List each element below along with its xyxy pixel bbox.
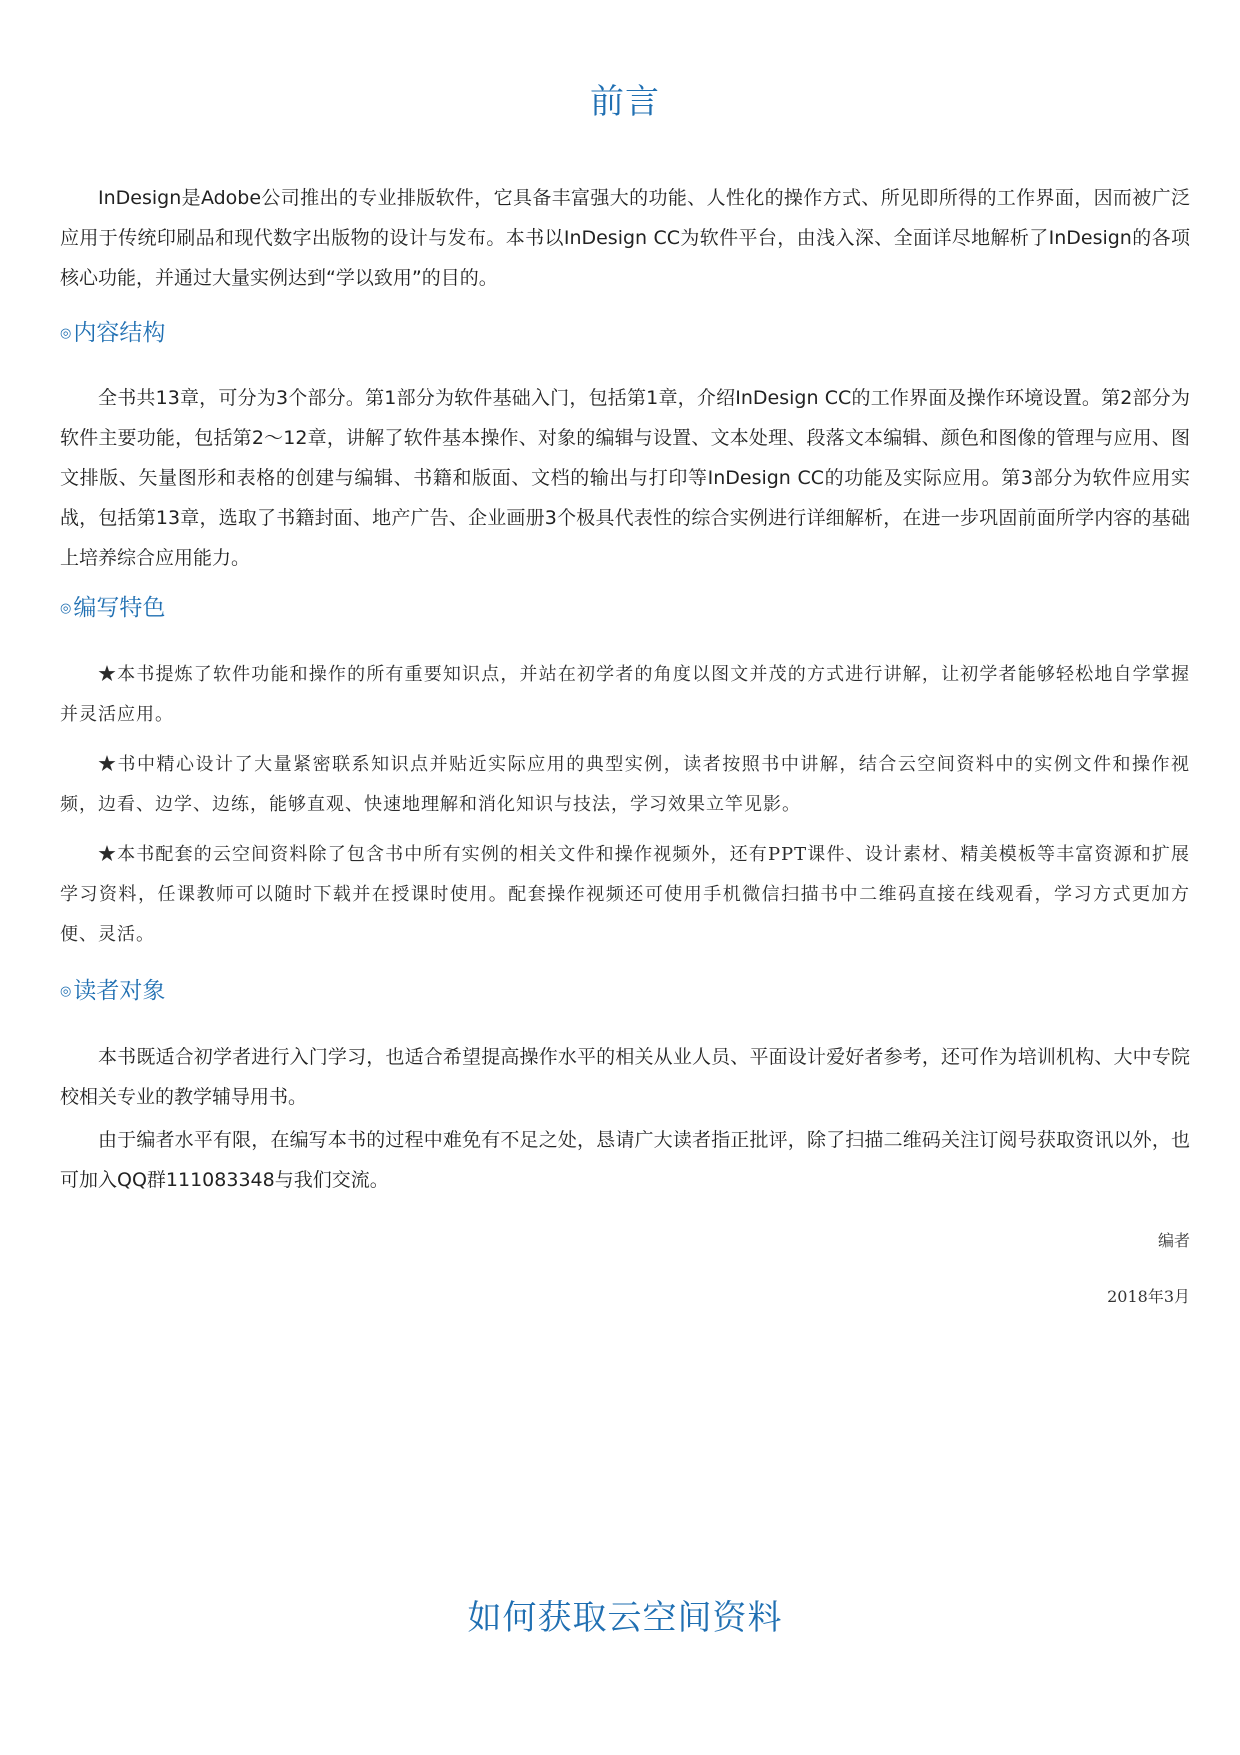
section-heading-label: 编写特色 — [73, 595, 166, 621]
bullseye-icon: ◎ — [60, 601, 72, 616]
section-heading-label: 读者对象 — [73, 978, 166, 1004]
section-heading-label: 内容结构 — [73, 320, 166, 346]
intro-paragraph: InDesign是Adobe公司推出的专业排版软件，它具备丰富强大的功能、人性化的操作方式、所见即所得的工作界面，因而被广泛应用于传统印刷品和现代数字出版物的设计与发布。本书以InDesign CC为软件平台，由浅入深、全面详尽地解析了InDesign的各项核心功能，并通过大量实例达到“学以致用”的目的。 — [60, 187, 1190, 289]
next-section-title: 如何获取云空间资料 — [467, 1598, 783, 1638]
disclaimer-paragraph: 由于编者水平有限，在编写本书的过程中难免有不足之处，恳请广大读者指正批评，除了扫描二维码关注订阅号获取资讯以外，也可加入QQ群111083348与我们交流。 — [60, 1129, 1190, 1191]
bullseye-icon: ◎ — [60, 326, 72, 341]
feature-item-3: ★本书配套的云空间资料除了包含书中所有实例的相关文件和操作视频外，还有PPT课件、设计素材、精美模板等丰富资源和扩展学习资料，任课教师可以随时下载并在授课时使用。配套操作视频还可使用手机微信扫描书中二维码直接在线观看，学习方式更加方便、灵活。 — [60, 844, 1190, 945]
author-signature: 编者 — [1157, 1231, 1190, 1250]
section-heading-features — [60, 593, 165, 624]
preface-page — [60, 0, 1190, 1755]
signature-date: 2018年3月 — [1107, 1287, 1190, 1306]
feature-item-2: ★书中精心设计了大量紧密联系知识点并贴近实际应用的典型实例，读者按照书中讲解，结合云空间资料中的实例文件和操作视频，边看、边学、边练，能够直观、快速地理解和消化知识与技法，学习效果立竿见影。 — [60, 754, 1190, 815]
feature-item-1: ★本书提炼了软件功能和操作的所有重要知识点，并站在初学者的角度以图文并茂的方式进行讲解，让初学者能够轻松地自学掌握并灵活应用。 — [60, 664, 1190, 725]
section-heading-readers — [60, 976, 165, 1007]
page-title: 前言 — [590, 82, 660, 122]
readers-paragraph: 本书既适合初学者进行入门学习，也适合希望提高操作水平的相关从业人员、平面设计爱好者参考，还可作为培训机构、大中专院校相关专业的教学辅导用书。 — [60, 1046, 1190, 1108]
bullseye-icon: ◎ — [60, 984, 72, 999]
structure-paragraph: 全书共13章，可分为3个部分。第1部分为软件基础入门，包括第1章，介绍InDesign CC的工作界面及操作环境设置。第2部分为软件主要功能，包括第2～12章，讲解了软件基本操作、对象的编辑与设置、文本处理、段落文本编辑、颜色和图像的管理与应用、图文排版、矢量图形和表格的创建与编辑、书籍和版面、文档的输出与打印等InDesign CC的功能及实际应用。第3部分为软件应用实战，包括第13章，选取了书籍封面、地产广告、企业画册3个极具代表性的综合实例进行详细解析，在进一步巩固前面所学内容的基础上培养综合应用能力。 — [60, 387, 1190, 569]
section-heading-structure — [60, 318, 165, 349]
